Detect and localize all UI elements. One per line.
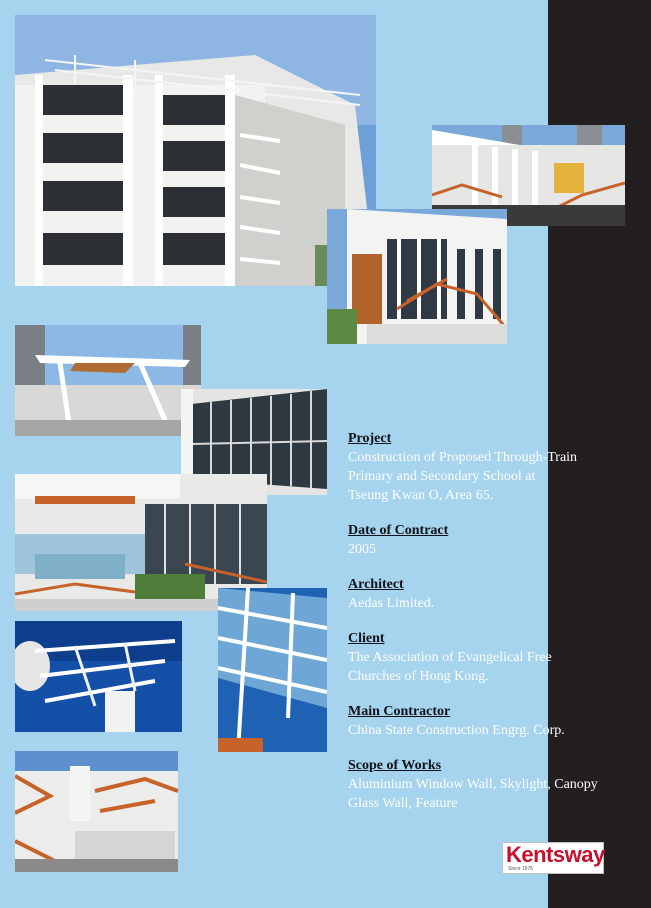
photo-glass-canopy-underside <box>218 588 327 752</box>
section-project <box>348 430 628 505</box>
logo-tagline: Since 1976 <box>508 866 534 872</box>
section-main-contractor <box>348 703 628 740</box>
project-info <box>348 430 628 830</box>
photo-white-frame-canopy <box>15 325 201 436</box>
section-text: The Association of Evangelical Free Churches of Hong Kong. <box>348 650 552 684</box>
photo-glass-corner-stair <box>327 209 507 344</box>
section-heading: Date of Contract <box>348 523 449 538</box>
logo-wordmark: Kentsway <box>506 842 605 867</box>
section-heading: Main Contractor <box>348 704 451 719</box>
section-heading: Project <box>348 431 392 446</box>
section-heading: Client <box>348 631 385 646</box>
section-text: Aedas Limited. <box>348 596 435 611</box>
section-scope-of-works <box>348 757 628 813</box>
section-text: China State Construction Engrg. Corp. <box>348 723 565 738</box>
section-date-of-contract <box>348 522 628 559</box>
photo-orange-stairs-facade <box>15 751 178 872</box>
section-heading: Scope of Works <box>348 758 442 773</box>
section-heading: Architect <box>348 577 404 592</box>
section-architect <box>348 576 628 613</box>
photo-skylight-frame <box>15 621 182 732</box>
section-text: Construction of Proposed Through-Train Primary and Secondary School at Tseung Kwan O, Area 65. <box>348 450 578 503</box>
section-text: Aluminium Window Wall, Skylight, Canopy Glass Wall, Feature <box>348 777 598 811</box>
section-client <box>348 630 628 686</box>
section-text: 2005 <box>348 542 376 557</box>
kentsway-logo <box>502 842 604 874</box>
photo-building-facade <box>15 15 376 286</box>
